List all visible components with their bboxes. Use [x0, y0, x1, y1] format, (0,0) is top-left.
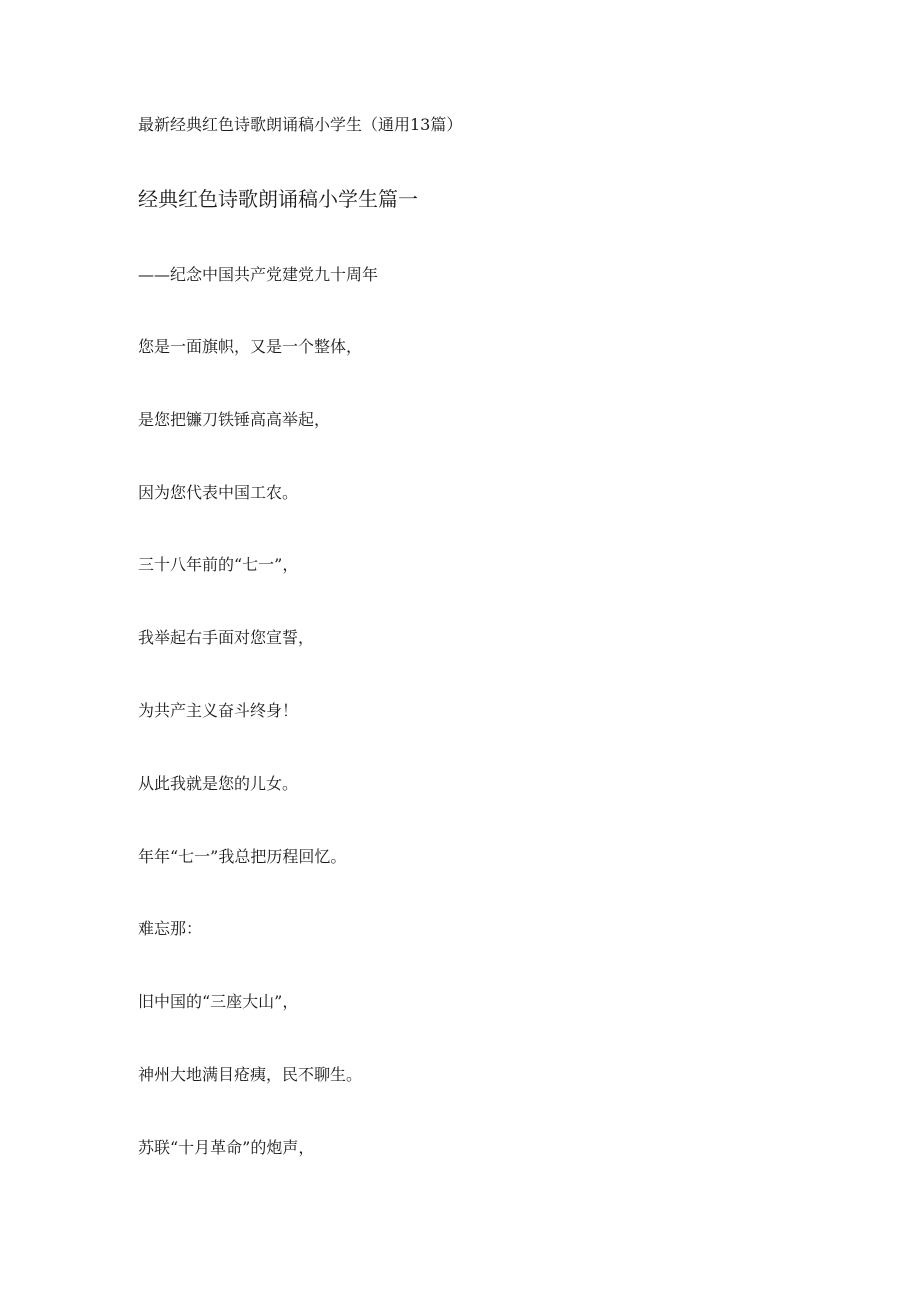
poem-line: 难忘那：	[138, 919, 203, 939]
poem-line: 为共产主义奋斗终身！	[138, 700, 299, 720]
section-heading: 经典红色诗歌朗诵稿小学生篇一	[138, 187, 418, 211]
poem-line: 从此我就是您的儿女。	[138, 773, 299, 793]
poem-body	[138, 336, 362, 1210]
poem-subtitle: ——纪念中国共产党建党九十周年	[138, 265, 379, 284]
poem-line: 三十八年前的“七一”，	[138, 555, 299, 575]
poem-line: 年年“七一”我总把历程回忆。	[138, 846, 347, 866]
poem-line: 苏联“十月革命”的炮声，	[138, 1137, 315, 1157]
poem-line: 我举起右手面对您宣誓，	[138, 628, 315, 648]
poem-line: 旧中国的“三座大山”，	[138, 992, 299, 1012]
poem-line: 神州大地满目疮痍，民不聊生。	[138, 1064, 363, 1084]
poem-line: 您是一面旗帜，又是一个整体，	[138, 337, 363, 356]
poem-line: 是您把镰刀铁锤高高举起，	[138, 409, 331, 429]
poem-line: 因为您代表中国工农。	[138, 482, 299, 502]
document-title: 最新经典红色诗歌朗诵稿小学生（通用13篇）	[138, 115, 463, 134]
